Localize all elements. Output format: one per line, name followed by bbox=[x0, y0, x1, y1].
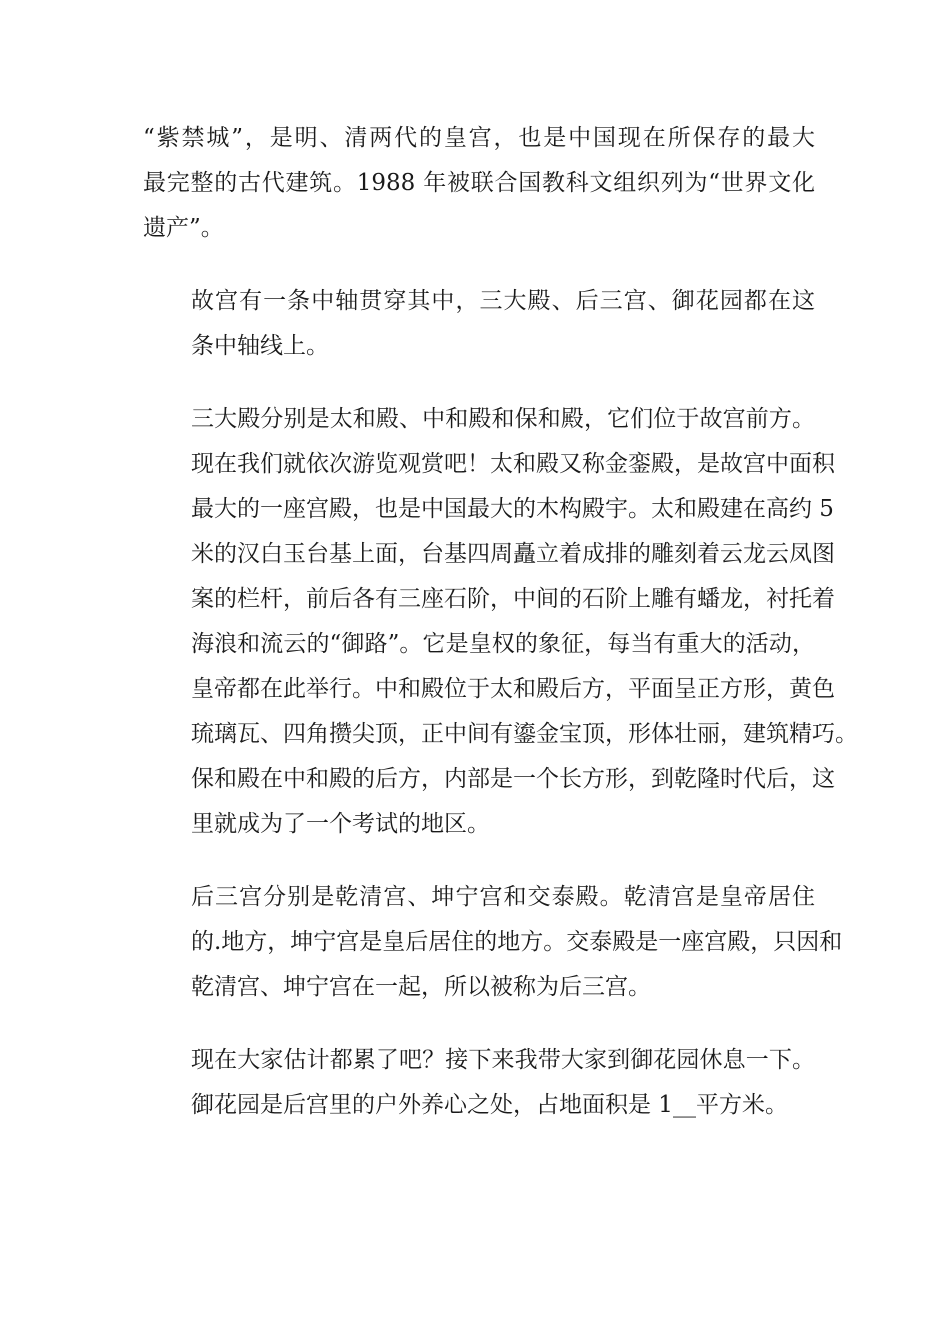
document-body bbox=[143, 116, 858, 1156]
paragraph-line: 三大殿分别是太和殿、中和殿和保和殿，它们位于故宫前方。 bbox=[191, 406, 815, 432]
paragraph-1 bbox=[143, 116, 815, 251]
paragraph-2 bbox=[143, 279, 815, 369]
paragraph-line: 保和殿在中和殿的后方，内部是一个长方形，到乾隆时代后，这 bbox=[191, 766, 835, 792]
paragraph-line: 案的栏杆，前后各有三座石阶，中间的石阶上雕有蟠龙，衬托着 bbox=[191, 586, 835, 612]
paragraph-line: 现在大家估计都累了吧？接下来我带大家到御花园休息一下。 bbox=[191, 1047, 815, 1073]
paragraph-3 bbox=[143, 397, 858, 847]
paragraph-line: “紫禁城”，是明、清两代的皇宫，也是中国现在所保存的最大 bbox=[143, 125, 815, 151]
paragraph-line: 条中轴线上。 bbox=[191, 333, 329, 359]
paragraph-line: 现在我们就依次游览观赏吧！太和殿又称金銮殿，是故宫中面积 bbox=[191, 451, 835, 477]
paragraph-line: 最大的一座宫殿，也是中国最大的木构殿宇。太和殿建在高约 5 bbox=[191, 496, 834, 522]
paragraph-line: 米的汉白玉台基上面，台基四周矗立着成排的雕刻着云龙云凤图 bbox=[191, 541, 835, 567]
paragraph-line: 御花园是后宫里的户外养心之处，占地面积是 1__平方米。 bbox=[191, 1092, 788, 1118]
paragraph-line: 故宫有一条中轴贯穿其中，三大殿、后三宫、御花园都在这 bbox=[191, 288, 815, 314]
paragraph-line: 最完整的古代建筑。1988 年被联合国教科文组织列为“世界文化 bbox=[143, 170, 815, 196]
paragraph-line: 后三宫分别是乾清宫、坤宁宫和交泰殿。乾清宫是皇帝居住 bbox=[191, 884, 815, 910]
paragraph-line: 遗产”。 bbox=[143, 215, 224, 241]
paragraph-line: 的.地方，坤宁宫是皇后居住的地方。交泰殿是一座宫殿，只因和 bbox=[191, 929, 843, 955]
paragraph-line: 海浪和流云的“御路”。它是皇权的象征，每当有重大的活动， bbox=[191, 631, 815, 657]
paragraph-5 bbox=[143, 1038, 815, 1128]
paragraph-line: 琉璃瓦、四角攒尖顶，正中间有鎏金宝顶，形体壮丽，建筑精巧。 bbox=[191, 721, 858, 747]
paragraph-line: 皇帝都在此举行。中和殿位于太和殿后方，平面呈正方形，黄色 bbox=[191, 676, 835, 702]
paragraph-line: 乾清宫、坤宁宫在一起，所以被称为后三宫。 bbox=[191, 974, 651, 1000]
paragraph-4 bbox=[143, 875, 843, 1010]
paragraph-line: 里就成为了一个考试的地区。 bbox=[191, 811, 490, 837]
